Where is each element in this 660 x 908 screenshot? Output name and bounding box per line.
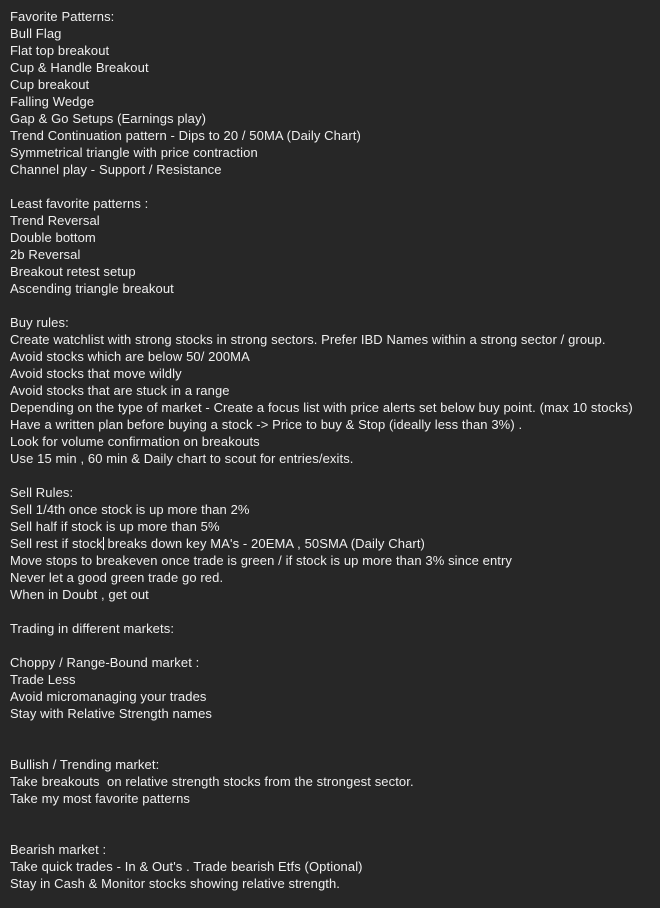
text-line	[10, 722, 650, 739]
text-line: Sell 1/4th once stock is up more than 2%	[10, 502, 250, 517]
text-line: Ascending triangle breakout	[10, 281, 174, 296]
text-line: Falling Wedge	[10, 94, 95, 109]
text-line: Never let a good green trade go red.	[10, 570, 224, 585]
text-line: Stay in Cash & Monitor stocks showing relative strength.	[10, 876, 341, 891]
text-line: Cup & Handle Breakout	[10, 60, 149, 75]
text-line	[10, 467, 650, 484]
text-line	[10, 535, 650, 552]
text-line: Breakout retest setup	[10, 264, 136, 279]
text-line	[10, 807, 650, 824]
text-line: Flat top breakout	[10, 43, 110, 58]
text-line: Avoid stocks which are below 50/ 200MA	[10, 349, 250, 364]
text-line: Cup breakout	[10, 77, 90, 92]
text-before-cursor: Sell rest if stock	[10, 536, 103, 551]
text-line: Trend Reversal	[10, 213, 100, 228]
text-line: Trade Less	[10, 672, 76, 687]
text-line	[10, 603, 650, 620]
text-line: Avoid stocks that move wildly	[10, 366, 182, 381]
text-line	[10, 637, 650, 654]
text-line	[10, 824, 650, 841]
text-line: Least favorite patterns :	[10, 196, 149, 211]
text-line	[10, 297, 650, 314]
text-line: Choppy / Range-Bound market :	[10, 655, 200, 670]
text-line: Bullish / Trending market:	[10, 757, 160, 772]
text-line: Trend Continuation pattern - Dips to 20 / 50MA (Daily Chart)	[10, 128, 361, 143]
text-line: Take breakouts on relative strength stocks from the strongest sector.	[10, 774, 414, 789]
text-line: Take quick trades - In & Out's . Trade bearish Etfs (Optional)	[10, 859, 363, 874]
text-line: Bearish market :	[10, 842, 107, 857]
text-line: Avoid micromanaging your trades	[10, 689, 207, 704]
text-after-cursor: breaks down key MA's - 20EMA , 50SMA (Daily Chart)	[103, 536, 425, 551]
text-line: Channel play - Support / Resistance	[10, 162, 222, 177]
text-line: When in Doubt , get out	[10, 587, 149, 602]
text-line	[10, 739, 650, 756]
text-line: Symmetrical triangle with price contraction	[10, 145, 258, 160]
text-line: Have a written plan before buying a stock -> Price to buy & Stop (ideally less than 3%) .	[10, 417, 523, 432]
text-line: Double bottom	[10, 230, 96, 245]
text-line: Stay with Relative Strength names	[10, 706, 213, 721]
text-line: Take my most favorite patterns	[10, 791, 191, 806]
text-line: 2b Reversal	[10, 247, 81, 262]
text-line: Gap & Go Setups (Earnings play)	[10, 111, 207, 126]
text-line: Favorite Patterns:	[10, 9, 115, 24]
text-line: Buy rules:	[10, 315, 69, 330]
text-line: Sell Rules:	[10, 485, 74, 500]
text-line: Depending on the type of market - Create a focus list with price alerts set below buy point. (max 10 stocks)	[10, 400, 633, 415]
text-line: Look for volume confirmation on breakouts	[10, 434, 260, 449]
text-line: Avoid stocks that are stuck in a range	[10, 383, 230, 398]
text-line: Create watchlist with strong stocks in strong sectors. Prefer IBD Names within a strong sector / group.	[10, 332, 606, 347]
text-line: Bull Flag	[10, 26, 62, 41]
text-line: Trading in different markets:	[10, 621, 175, 636]
text-line: Use 15 min , 60 min & Daily chart to scout for entries/exits.	[10, 451, 354, 466]
text-line	[10, 178, 650, 195]
text-line: Move stops to breakeven once trade is green / if stock is up more than 3% since entry	[10, 553, 513, 568]
text-line: Sell half if stock is up more than 5%	[10, 519, 220, 534]
